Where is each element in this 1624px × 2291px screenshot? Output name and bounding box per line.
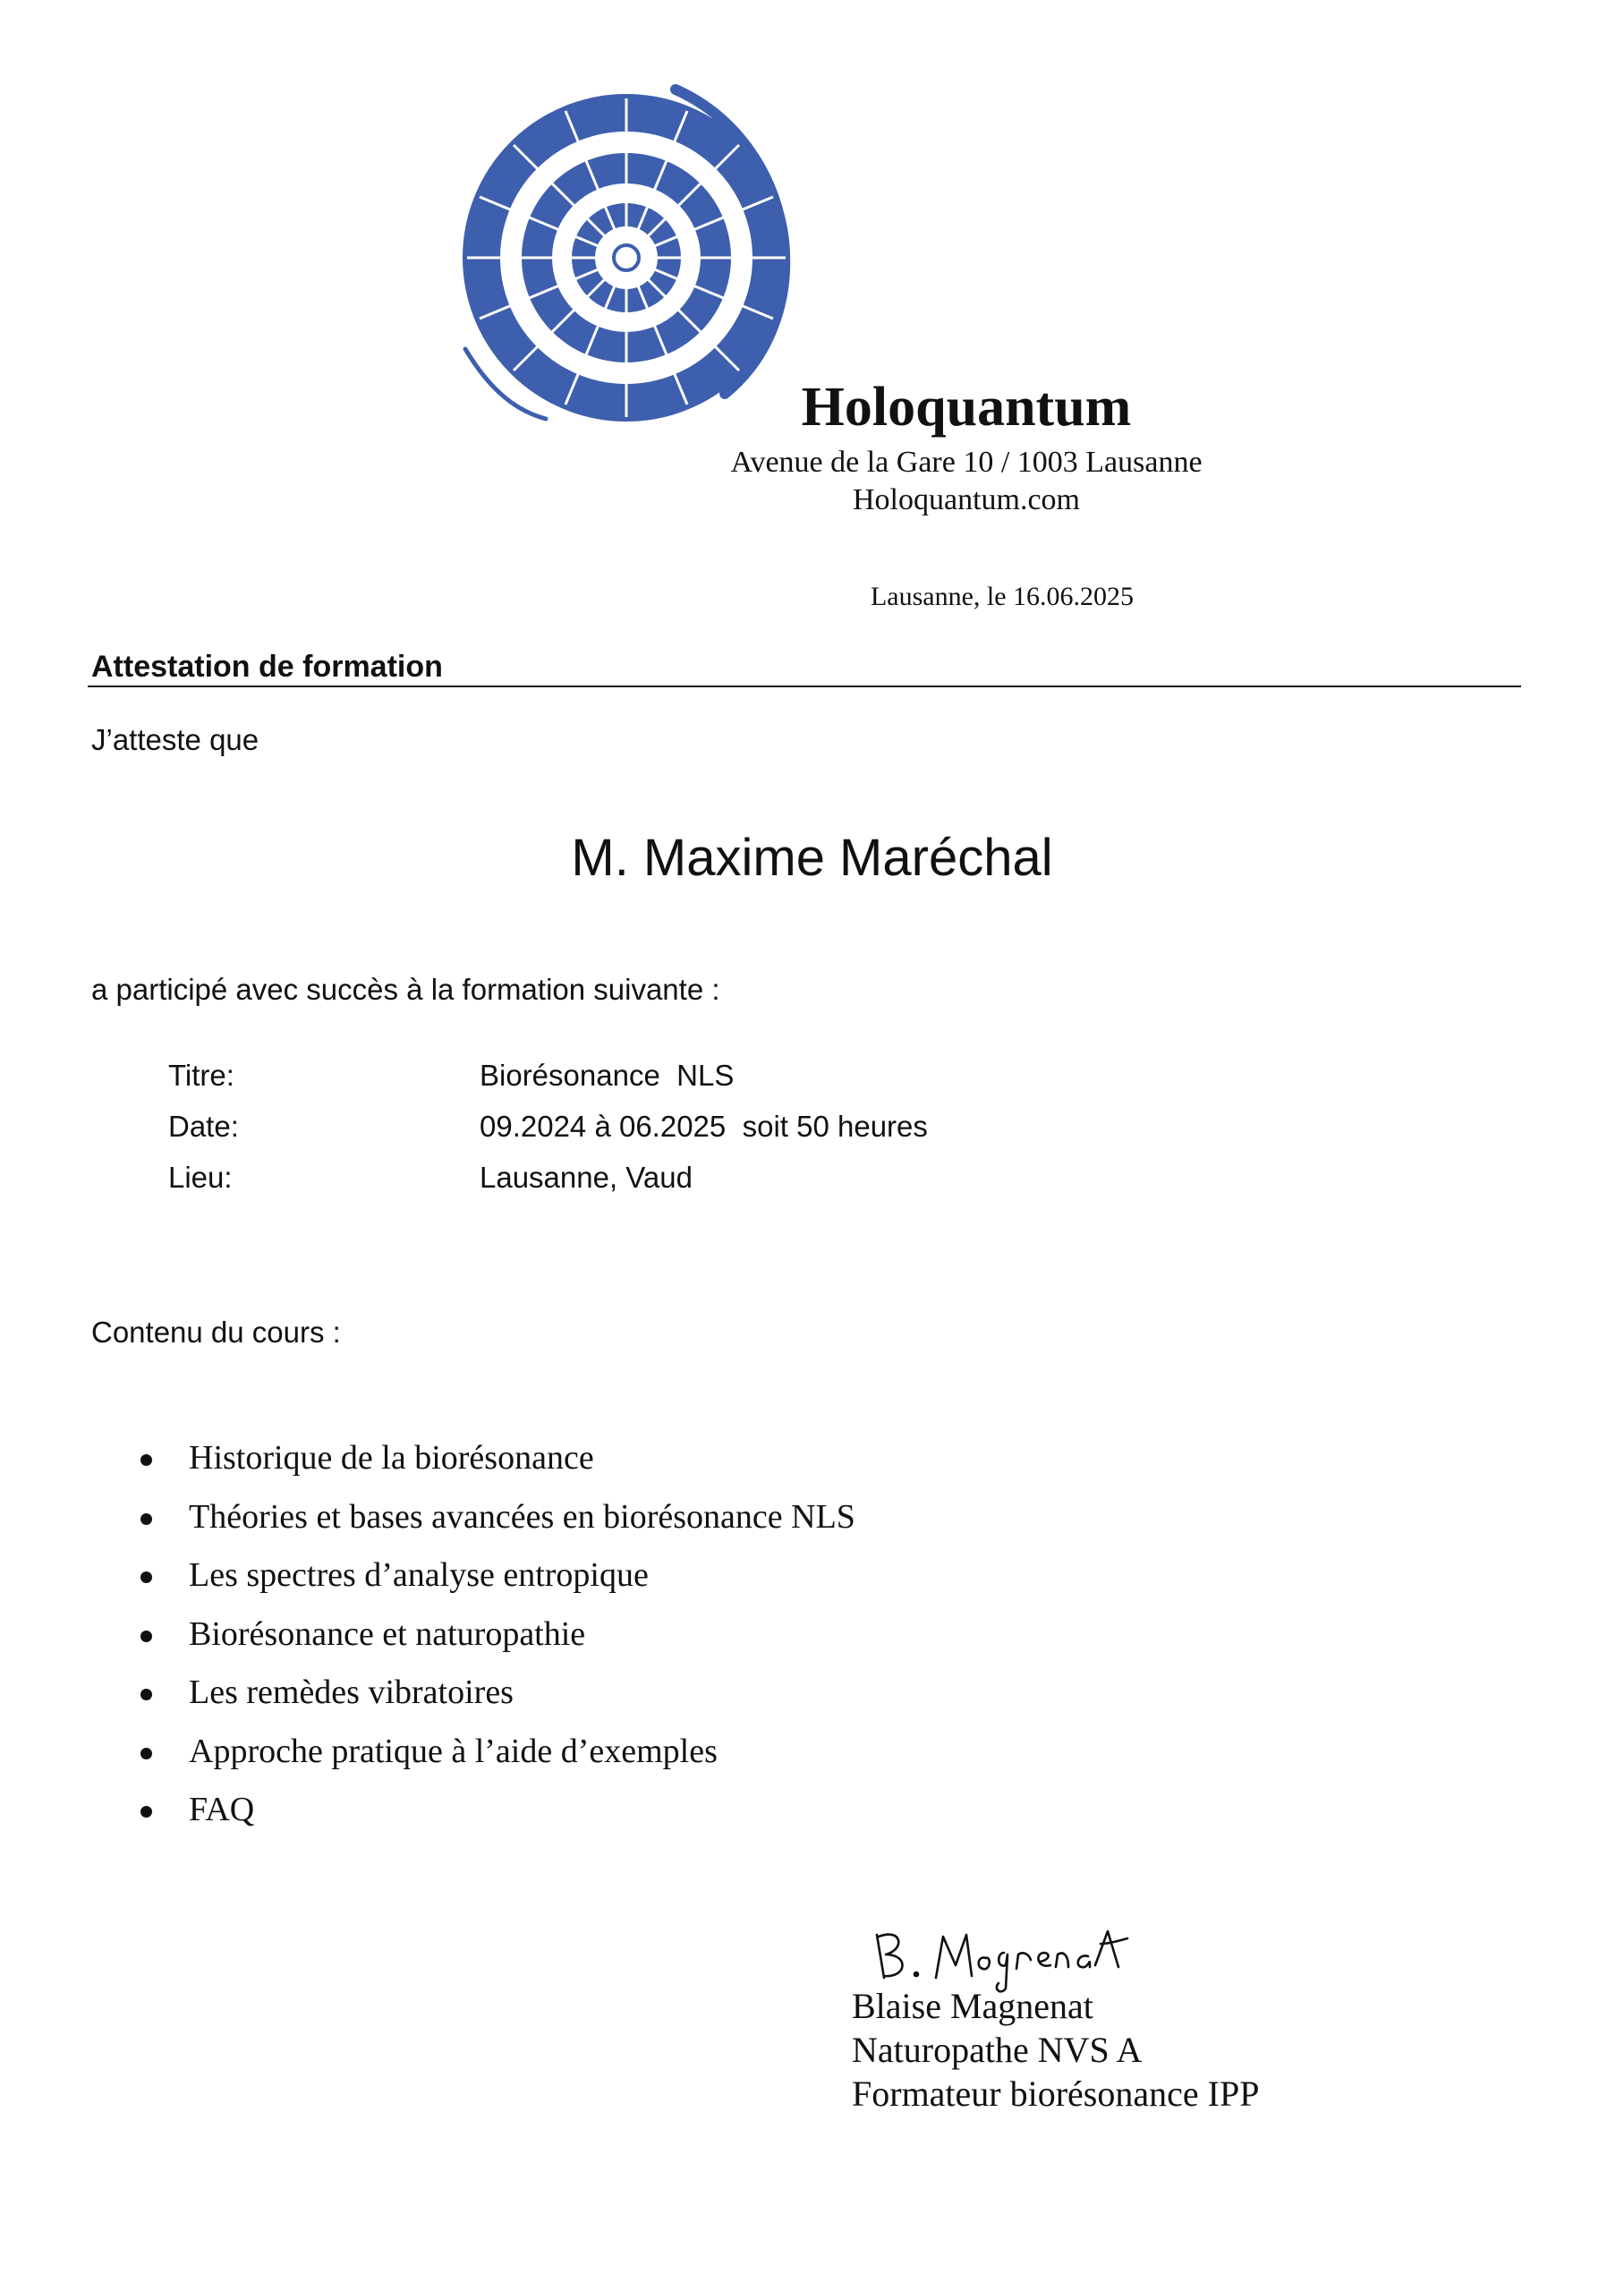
list-item [130,1666,855,1725]
bullet-icon [140,1748,152,1759]
list-item [130,1608,855,1667]
title-divider [88,686,1521,687]
list-item [130,1725,855,1784]
detail-value-title: Biorésonance NLS [480,1059,735,1092]
handwritten-signature [866,1915,1135,1996]
signatory-title-2: Formateur biorésonance IPP [852,2074,1260,2114]
signatory-title-1: Naturopathe NVS A [852,2030,1143,2070]
company-address: Avenue de la Gare 10 / 1003 Lausanne [730,446,1203,479]
recipient-name: M. Maxime Maréchal [571,829,1053,887]
company-name: Holoquantum [801,377,1132,438]
detail-label-title: Titre: [168,1059,234,1092]
document-title: Attestation de formation [91,650,443,684]
course-content-heading: Contenu du cours : [91,1316,341,1349]
detail-value-location: Lausanne, Vaud [480,1161,693,1194]
list-item-label: FAQ [189,1791,255,1828]
list-item-label: Théories et bases avancées en biorésonance NLS [189,1497,855,1536]
participation-text: a participé avec succès à la formation suivante : [91,973,720,1006]
bullet-icon [140,1806,152,1818]
bullet-icon [140,1454,152,1466]
list-item [130,1491,855,1550]
list-item [130,1549,855,1608]
course-content-list [130,1432,855,1843]
list-item [130,1784,855,1843]
detail-label-date: Date: [168,1110,239,1143]
bullet-icon [140,1513,152,1525]
list-item-label: Les spectres d’analyse entropique [189,1556,649,1594]
bullet-icon [140,1689,152,1700]
company-website: Holoquantum.com [852,483,1081,516]
list-item-label: Approche pratique à l’aide d’exemples [189,1732,718,1770]
signatory-name: Blaise Magnenat [852,1986,1093,2026]
bullet-icon [140,1571,152,1583]
detail-value-date: 09.2024 à 06.2025 soit 50 heures [480,1110,928,1143]
place-date: Lausanne, le 16.06.2025 [870,582,1135,611]
detail-label-location: Lieu: [168,1161,233,1194]
list-item-label: Les remèdes vibratoires [189,1674,514,1711]
intro-text: J’atteste que [91,723,259,756]
list-item-label: Historique de la biorésonance [189,1439,594,1477]
list-item [130,1432,855,1491]
list-item-label: Biorésonance et naturopathie [189,1614,586,1653]
bullet-icon [140,1631,152,1642]
